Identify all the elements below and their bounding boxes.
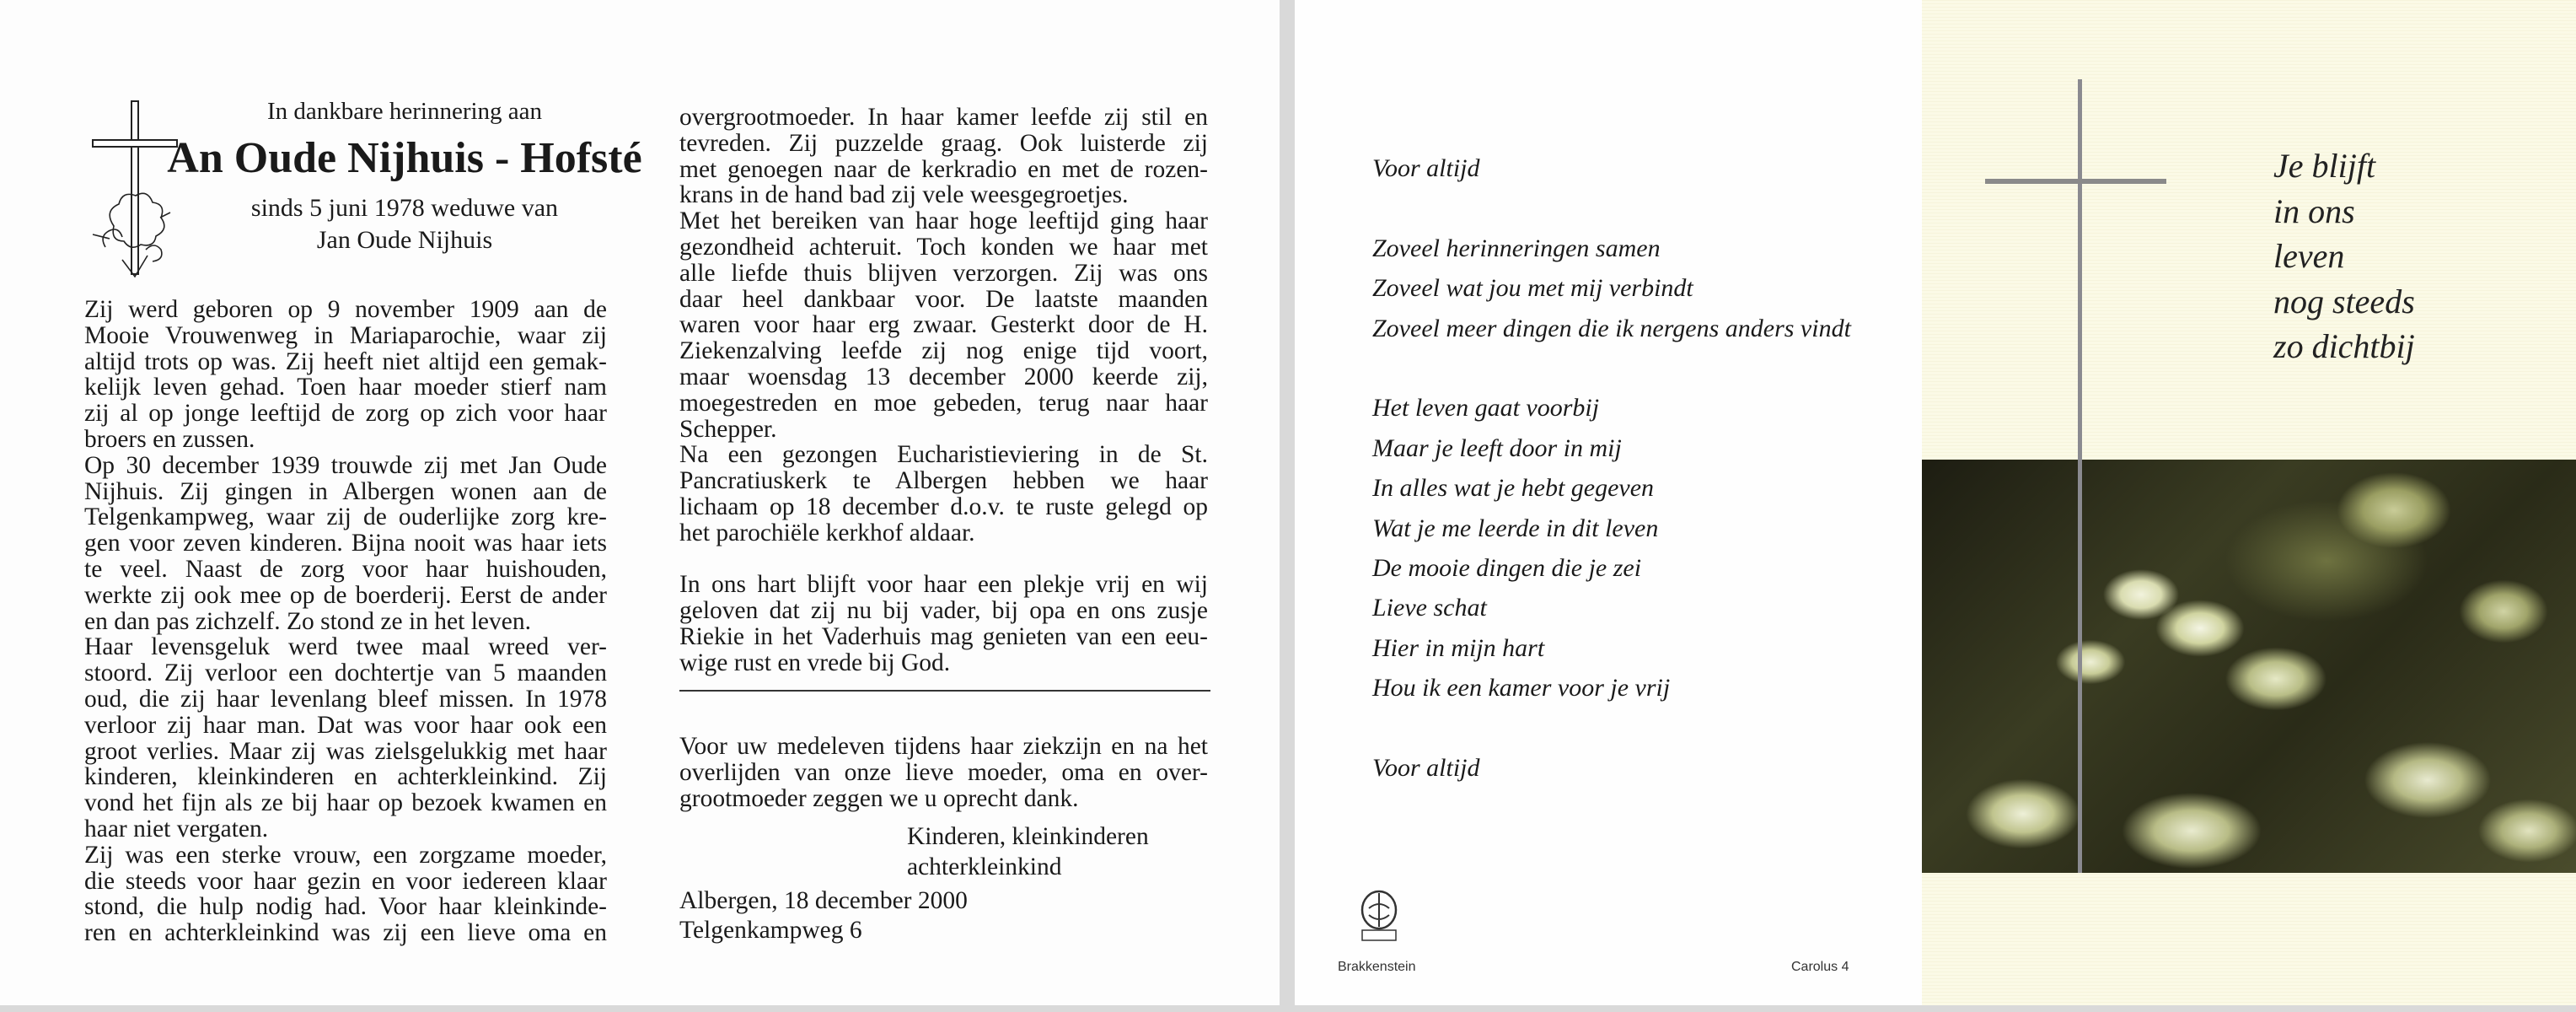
text-line: tevreden. Zij puzzelde graag. Ook luisterde zij <box>679 129 1208 157</box>
text-line: verloor zij haar man. Dat was voor haar ook een <box>84 711 607 739</box>
text-line: vond het fijn als ze bij haar op bezoek kwamen en <box>84 789 607 817</box>
text-line: Mooie Vrouwenweg in Mariaparochie, waar zij <box>84 321 607 349</box>
text-line: waren voor haar erg zwaar. Gesterkt door de H. <box>679 311 1208 339</box>
text-line: Zij was een sterke vrouw, een zorgzame moeder, <box>84 841 607 869</box>
husband-name: Jan Oude Nijhuis <box>316 226 493 254</box>
place-date: Albergen, 18 december 2000 <box>679 887 968 914</box>
publisher-logo-icon <box>1359 890 1399 942</box>
thanks-line: overlijden van onze lieve moeder, oma en over- <box>679 758 1208 786</box>
text-line: ren en achterkleinkind was zij een lieve oma en <box>84 919 607 947</box>
widow-line: sinds 5 juni 1978 weduwe van <box>250 194 559 222</box>
text-line: Schepper. <box>679 415 777 443</box>
text-line: met genoegen naar de kerkradio en met de rozen- <box>679 155 1208 183</box>
text-line: Na een gezongen Eucharistieviering in de St. <box>679 441 1208 469</box>
poem-line: Zoveel meer dingen die ik nergens anders vindt <box>1372 314 1851 342</box>
text-line: gen voor zeven kinderen. Bijna nooit was haar iets <box>84 530 607 557</box>
text-line: en dan pas zichzelf. Zo stond ze in het leven. <box>84 607 531 635</box>
poem-line: Hier in mijn hart <box>1372 633 1545 662</box>
poem-line: In alles wat je hebt gegeven <box>1372 474 1655 503</box>
text-line: alle liefde thuis blijven verzorgen. Zij was ons <box>679 259 1208 287</box>
paragraph-gap <box>679 546 1208 573</box>
text-line: overgrootmoeder. In haar kamer leefde zij stil en <box>679 104 1208 131</box>
poem-line: Het leven gaat voorbij <box>1372 394 1600 423</box>
text-line: Ziekenzalving leefde zij nog enige tijd voort, <box>679 337 1208 365</box>
cross-with-flowers-icon <box>80 100 181 285</box>
thanks-line: grootmoeder zeggen we u oprecht dank. <box>679 784 1079 812</box>
deceased-name: An Oude Nijhuis - Hofsté <box>167 134 642 182</box>
text-line: Met het bereiken van haar hoge leeftijd ging haar <box>679 207 1208 235</box>
text-line: Op 30 december 1939 trouwde zij met Jan Oude <box>84 451 607 479</box>
text-line: Telgenkampweg, waar zij de ouderlijke zorg kre- <box>84 503 607 531</box>
text-line: die steeds voor haar gezin en voor iedereen klaar <box>84 867 607 895</box>
poem-line: Voor altijd <box>1372 754 1480 783</box>
text-line: het parochiële kerkhof aldaar. <box>679 519 975 546</box>
text-line: In ons hart blijft voor haar een plekje vrij en wij <box>679 571 1208 599</box>
poem-line: Hou ik een kamer voor je vrij <box>1372 674 1671 702</box>
verse-line: Je blijft <box>2273 147 2376 185</box>
biography-column-left <box>84 297 607 946</box>
text-line: stond, die hulp nodig had. Voor haar kleinkinde- <box>84 893 607 921</box>
text-line: gezondheid achteruit. Toch konden we haar met <box>679 233 1208 261</box>
stanza-gap <box>1372 708 1851 748</box>
verse-line: in ons <box>2273 191 2355 230</box>
signature-line: Kinderen, kleinkinderen <box>907 823 1149 850</box>
poem-line: Maar je leeft door in mij <box>1372 433 1622 462</box>
thanks-text <box>679 734 1208 811</box>
text-line: zij al op jonge leeftijd de zorg op zich voor haar <box>84 400 607 428</box>
text-line: werkte zij ook mee op de boerderij. Eerst de ander <box>84 581 607 609</box>
cover-verse <box>2273 143 2415 369</box>
text-line: Haar levensgeluk werd twee maal wreed ver- <box>84 633 607 661</box>
text-line: moegestreden en moe gebeden, terug naar haar <box>679 389 1208 417</box>
text-line: kelijk leven gehad. Toen haar moeder stierf nam <box>84 374 607 401</box>
text-line: te veel. Naast de zorg voor haar huishouden, <box>84 555 607 583</box>
text-line: maar woensdag 13 december 2000 keerde zij, <box>679 363 1208 390</box>
thanks-line: Voor uw medeleven tijdens haar ziekzijn en na het <box>679 733 1208 760</box>
text-line: lichaam op 18 december d.o.v. te ruste gelegd op <box>679 493 1208 520</box>
text-line: haar niet vergaten. <box>84 815 269 842</box>
publisher-name: Brakkenstein <box>1338 960 1416 974</box>
flowers-photo <box>1922 460 2576 873</box>
cross-vertical-bar <box>2078 79 2082 873</box>
text-line: stoord. Zij verloor een dochtertje van 5 maanden <box>84 659 607 687</box>
text-line: daar heel dankbaar voor. De laatste maanden <box>679 285 1208 313</box>
text-line: groot verlies. Maar zij was zielsgelukkig met haar <box>84 737 607 765</box>
signature-line: achterkleinkind <box>907 853 1062 880</box>
verse-line: zo dichtbij <box>2273 327 2415 365</box>
text-line: wige rust en vrede bij God. <box>679 649 951 676</box>
stanza-gap <box>1372 348 1851 388</box>
text-line: kinderen, kleinkinderen en achterkleinkind. Zij <box>84 763 607 791</box>
text-line: krans in de hand bad zij vele weesgegroetjes. <box>679 181 1129 209</box>
poem-line: Wat je me leerde in dit leven <box>1372 514 1659 542</box>
text-line: Zij werd geboren op 9 november 1909 aan de <box>84 296 607 323</box>
text-line: broers en zussen. <box>84 425 255 453</box>
poem-line: Voor altijd <box>1372 154 1480 182</box>
cross-horizontal-bar <box>1985 179 2166 184</box>
text-line: Riekie in het Vaderhuis mag genieten van een eeu- <box>679 622 1208 650</box>
text-line: geloven dat zij nu bij vader, bij opa en ons zusje <box>679 597 1208 625</box>
address: Telgenkampweg 6 <box>679 917 862 944</box>
text-line: Nijhuis. Zij gingen in Albergen wonen aan de <box>84 477 607 505</box>
text-line: altijd trots op was. Zij heeft niet altijd een gemak- <box>84 347 607 375</box>
verse-line: nog steeds <box>2273 282 2415 320</box>
poem-line: De mooie dingen die je zei <box>1372 554 1642 583</box>
card-code: Carolus 4 <box>1791 960 1849 974</box>
text-line: oud, die zij haar levenlang bleef missen. In 1978 <box>84 685 607 713</box>
divider-line <box>679 690 1210 692</box>
intro-text: In dankbare herinnering aan <box>266 98 543 125</box>
poem-line: Lieve schat <box>1372 594 1487 622</box>
poem-line: Zoveel herinneringen samen <box>1372 234 1661 262</box>
verse-line: leven <box>2273 237 2345 275</box>
text-line: Pancratiuskerk te Albergen hebben we haar <box>679 467 1208 495</box>
stanza-gap <box>1372 188 1851 228</box>
poem-line: Zoveel wat jou met mij verbindt <box>1372 274 1693 303</box>
poem <box>1372 148 1851 788</box>
biography-column-right <box>679 105 1208 676</box>
